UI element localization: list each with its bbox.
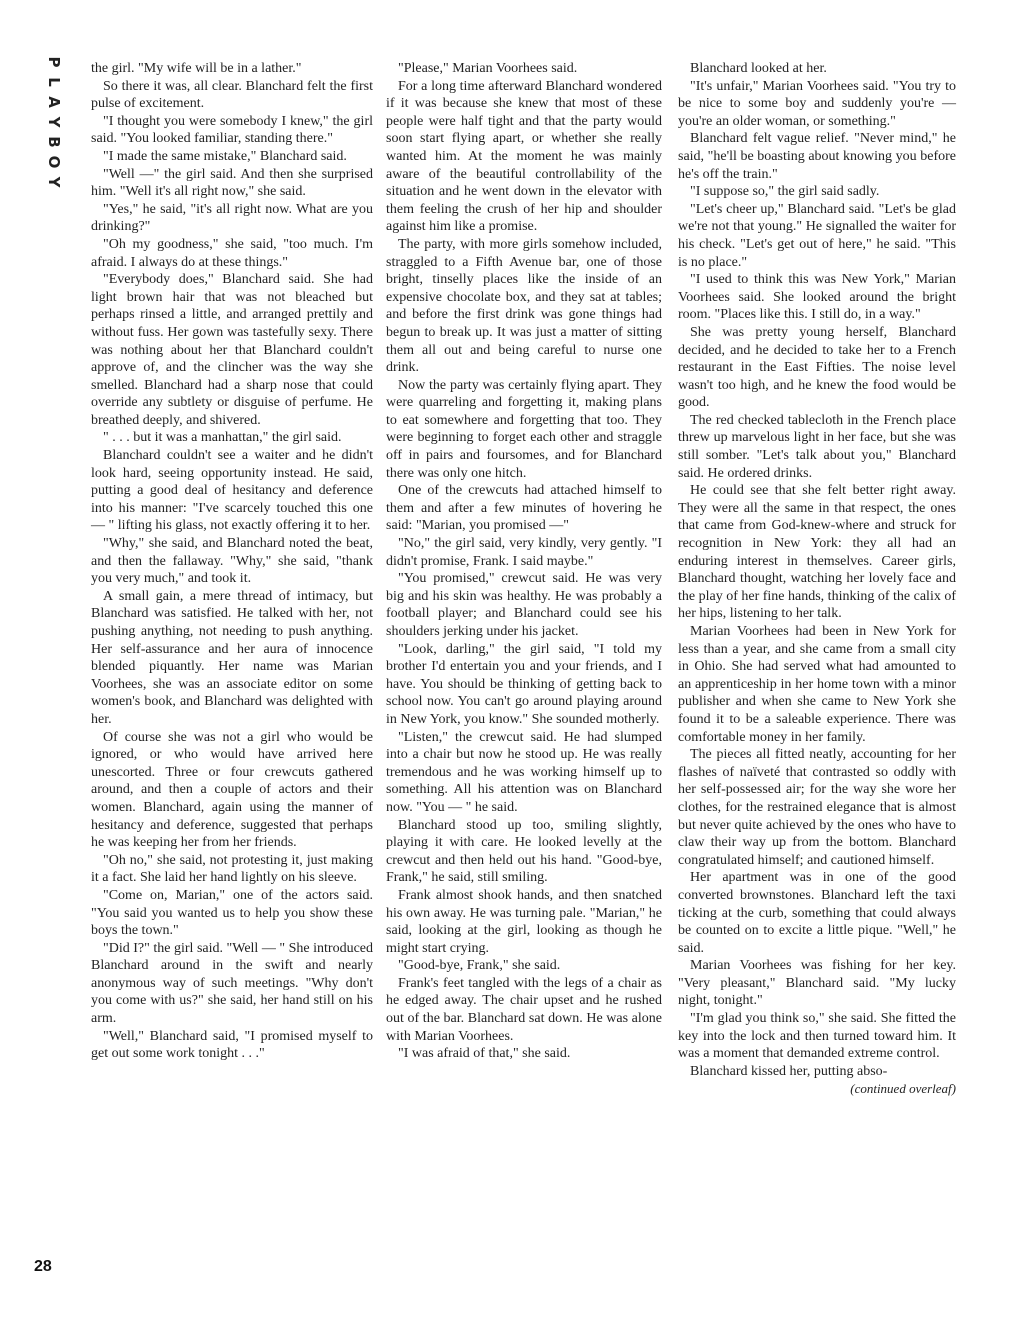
paragraph: Blanchard couldn't see a waiter and he didn't look hard, seeing opportunity instead. He said, putting a good deal of hesitancy and deference into his manner: "I've scarcely touched this one — " lifting his glass, not exactly offering it to her. (91, 448, 373, 534)
paragraph: The pieces all fitted neatly, accounting for her flashes of naïveté that contrasted so oddly with her self-possessed air; for the way she wore her clothes, for the restrained elegance that is almost but never quite achieved by the ones who have to claw their way up from the bottom. Blanchard congratulated himself; and cautioned himself. (678, 747, 956, 868)
magazine-letter: A (45, 96, 63, 108)
paragraph: "I was afraid of that," she said. (398, 1046, 571, 1062)
paragraph: The red checked tablecloth in the French place threw up marvelous light in her face, but she was still somber. "Let's talk about you," Blanchard said. He ordered drinks. (678, 412, 956, 481)
magazine-letter: P (45, 56, 63, 68)
paragraph: Of course she was not a girl who would be ignored, or who would have arrived here unescorted. Three or four crewcuts gathered around, and then a couple of actors and their women. Blanchard, again using the manner of hesitancy and deference, suggested that perhaps he was keeping her from her friends. (91, 729, 373, 851)
paragraph: "Good-bye, Frank," she said. (398, 958, 561, 974)
paragraph: Her apartment was in one of the good converted brownstones. Blanchard left the taxi ticking at the curb, something that could always be counted on to excite a little pique. "Well," he said. (678, 870, 956, 956)
magazine-name-vertical (44, 52, 70, 192)
text-column-3 (678, 60, 956, 1098)
paragraph: "Come on, Marian," one of the actors said. "You said you wanted us to help you show these boys the town." (91, 887, 373, 939)
magazine-letter: O (45, 155, 63, 169)
paragraph: " . . . but it was a manhattan," the girl said. (103, 430, 342, 446)
paragraph: One of the crewcuts had attached himself to them and after a few minutes of hovering he said: "Marian, you promised —" (386, 483, 662, 534)
paragraph: "Listen," the crewcut said. He had slumped into a chair but now he stood up. He was really tremendous and he was working himself up to something. All his attention was on Blanchard now. "You — " he said. (386, 729, 662, 815)
paragraph: "I used to think this was New York," Marian Voorhees said. She looked around the bright room. "Places like this. I still do, in a way." (678, 272, 956, 323)
page-number: 28 (34, 1258, 52, 1275)
paragraph: "I made the same mistake," Blanchard said. (103, 148, 347, 164)
magazine-letter: Y (45, 116, 63, 128)
paragraph: "Everybody does," Blanchard said. She had light brown hair that was not bleached but perhaps rinsed a little, and arranged prettily and without fuss. Her gown was tastefully sexy. There was nothing about her that Blanchard couldn't approve of, and the clincher was the way she smelled. Blanchard had a sharp nose that could override any subtlety or disguise of perfume. He breathed deeply, and shivered. (91, 272, 373, 428)
paragraph: Marian Voorhees had been in New York for less than a year, and she came from a small city in Ohio. She had served what had amounted to an apprenticeship in her home town with a minor publisher and when she came to New York she found it to be a saleable experience. There was comfortable money in her family. (678, 624, 956, 745)
paragraph: "Well —" the girl said. And then she surprised him. "Well it's all right now," she said. (91, 166, 373, 200)
magazine-letter: Y (45, 176, 63, 188)
magazine-letter: B (45, 136, 63, 148)
paragraph: "Well," Blanchard said, "I promised myself to get out some work tonight . . ." (91, 1028, 373, 1062)
paragraph: A small gain, a mere thread of intimacy, but Blanchard was satisfied. He talked with her, not pushing anything, not needing to push anything. Her self-assurance and her aura of innocence blended piquantly. Her name was Marian Voorhees, she was an associate editor on some women's book, and Blanchard was delighted with her. (91, 588, 373, 727)
paragraph: "You promised," crewcut said. He was very big and his skin was healthy. He was probably a football player; and Blanchard could see his shoulders jerking under his jacket. (386, 571, 662, 639)
paragraph: "Did I?" the girl said. "Well — " She introduced Blanchard around in the swift and nearly anonymous way of such meetings. "Why don't you come with us?" she said, her hand still on his arm. (91, 940, 373, 1027)
paragraph: "Oh no," she said, not protesting it, just making it a fact. She laid her hand lightly on his sleeve. (91, 852, 373, 886)
paragraph: He could see that she felt better right away. They were all the same in that respect, the ones that came from God-knew-where and struck for recognition in New York: they all had an enduring interest in themselves. Career girls, Blanchard thought, watching her lovely face and the play of her fine hands, thinking of the calix of her hips, listening to her talk. (678, 483, 956, 622)
paragraph: Blanchard kissed her, putting abso- (690, 1063, 888, 1079)
text-column-1 (91, 60, 373, 1063)
paragraph: Frank almost shook hands, and then snatched his own away. He was turning pale. "Marian," he said, looking at the girl, looking as though he might start crying. (386, 887, 662, 956)
paragraph: "I thought you were somebody I knew," the girl said. "You looked familiar, standing there." (91, 113, 373, 147)
paragraph: Blanchard felt vague relief. "Never mind," he said, "he'll be boasting about knowing you before he's off the train." (678, 131, 956, 182)
text-column-2 (386, 60, 662, 1063)
paragraph: the girl. "My wife will be in a lather." (91, 61, 302, 76)
paragraph: Blanchard stood up too, smiling slightly, playing it with care. He looked levelly at the crewcut and then held out his hand. "Good-bye, Frank," he said, still smiling. (386, 817, 662, 886)
paragraph: For a long time afterward Blanchard wondered if it was because she knew that most of these people were half tight and that the party would soon start flying apart, or whether she really wanted him. At the moment he was mainly aware of the beautiful controllability of the situation and he went down in the elevator with them feeling the crush of her hip and shoulder against him like a promise. (386, 78, 662, 235)
paragraph: "Let's cheer up," Blanchard said. "Let's be glad we're not that young." He signalled the waiter for his check. "Let's get out of here," he said. "This is no place." (678, 201, 956, 270)
paragraph: "Oh my goodness," she said, "too much. I'm afraid. I always do at these things." (91, 236, 373, 270)
paragraph: "Why," she said, and Blanchard noted the beat, and then the fallaway. "Why," she said, "thank you very much," and took it. (91, 536, 373, 587)
paragraph: "Look, darling," the girl said, "I told my brother I'd entertain you and your friends, and I have. You should be thinking of getting back to school now. You can't go around playing around in New York, you know." She sounded motherly. (386, 641, 662, 727)
paragraph: Now the party was certainly flying apart. They were quarreling and forgetting it, making plans to eat somewhere and forgetting that too. They were beginning to forget each other and straggle off in pairs and foursomes, and for Blanchard there was only one hitch. (386, 377, 662, 481)
continued-notice: (continued overleaf) (850, 1081, 956, 1097)
paragraph: "No," the girl said, very kindly, very gently. "I didn't promise, Frank. I said maybe." (386, 536, 662, 569)
paragraph: "I suppose so," the girl said sadly. (690, 184, 880, 200)
paragraph: "I'm glad you think so," she said. She fitted the key into the lock and then turned toward him. It was a moment that demanded extreme control. (678, 1011, 956, 1062)
paragraph: "Please," Marian Voorhees said. (398, 61, 578, 76)
magazine-letter: L (45, 77, 63, 87)
paragraph: So there it was, all clear. Blanchard felt the first pulse of excitement. (91, 78, 373, 112)
paragraph: The party, with more girls somehow included, straggled to a Fifth Avenue bar, one of those bright, tinselly places like the inside of an expensive chocolate box, and they sat at tables; and before the first drink was gone things had begun to break up. It was just a matter of sitting them all out and being careful to nurse one drink. (386, 236, 662, 376)
paragraph: Blanchard looked at her. (690, 61, 827, 76)
paragraph: "It's unfair," Marian Voorhees said. "You try to be nice to some boy and suddenly you're — you're an older woman, or something." (678, 78, 956, 129)
paragraph: She was pretty young herself, Blanchard decided, and he decided to take her to a French restaurant in the East Fifties. The noise level wasn't too high, and he knew the food would be good. (678, 324, 956, 411)
paragraph: Frank's feet tangled with the legs of a chair as he edged away. The chair upset and he rushed out of the bar. Blanchard sat down. He was alone with Marian Voorhees. (386, 975, 662, 1044)
paragraph: Marian Voorhees was fishing for her key. "Very pleasant," Blanchard said. "My lucky night, tonight." (678, 958, 956, 1009)
paragraph: "Yes," he said, "it's all right now. What are you drinking?" (91, 201, 373, 235)
